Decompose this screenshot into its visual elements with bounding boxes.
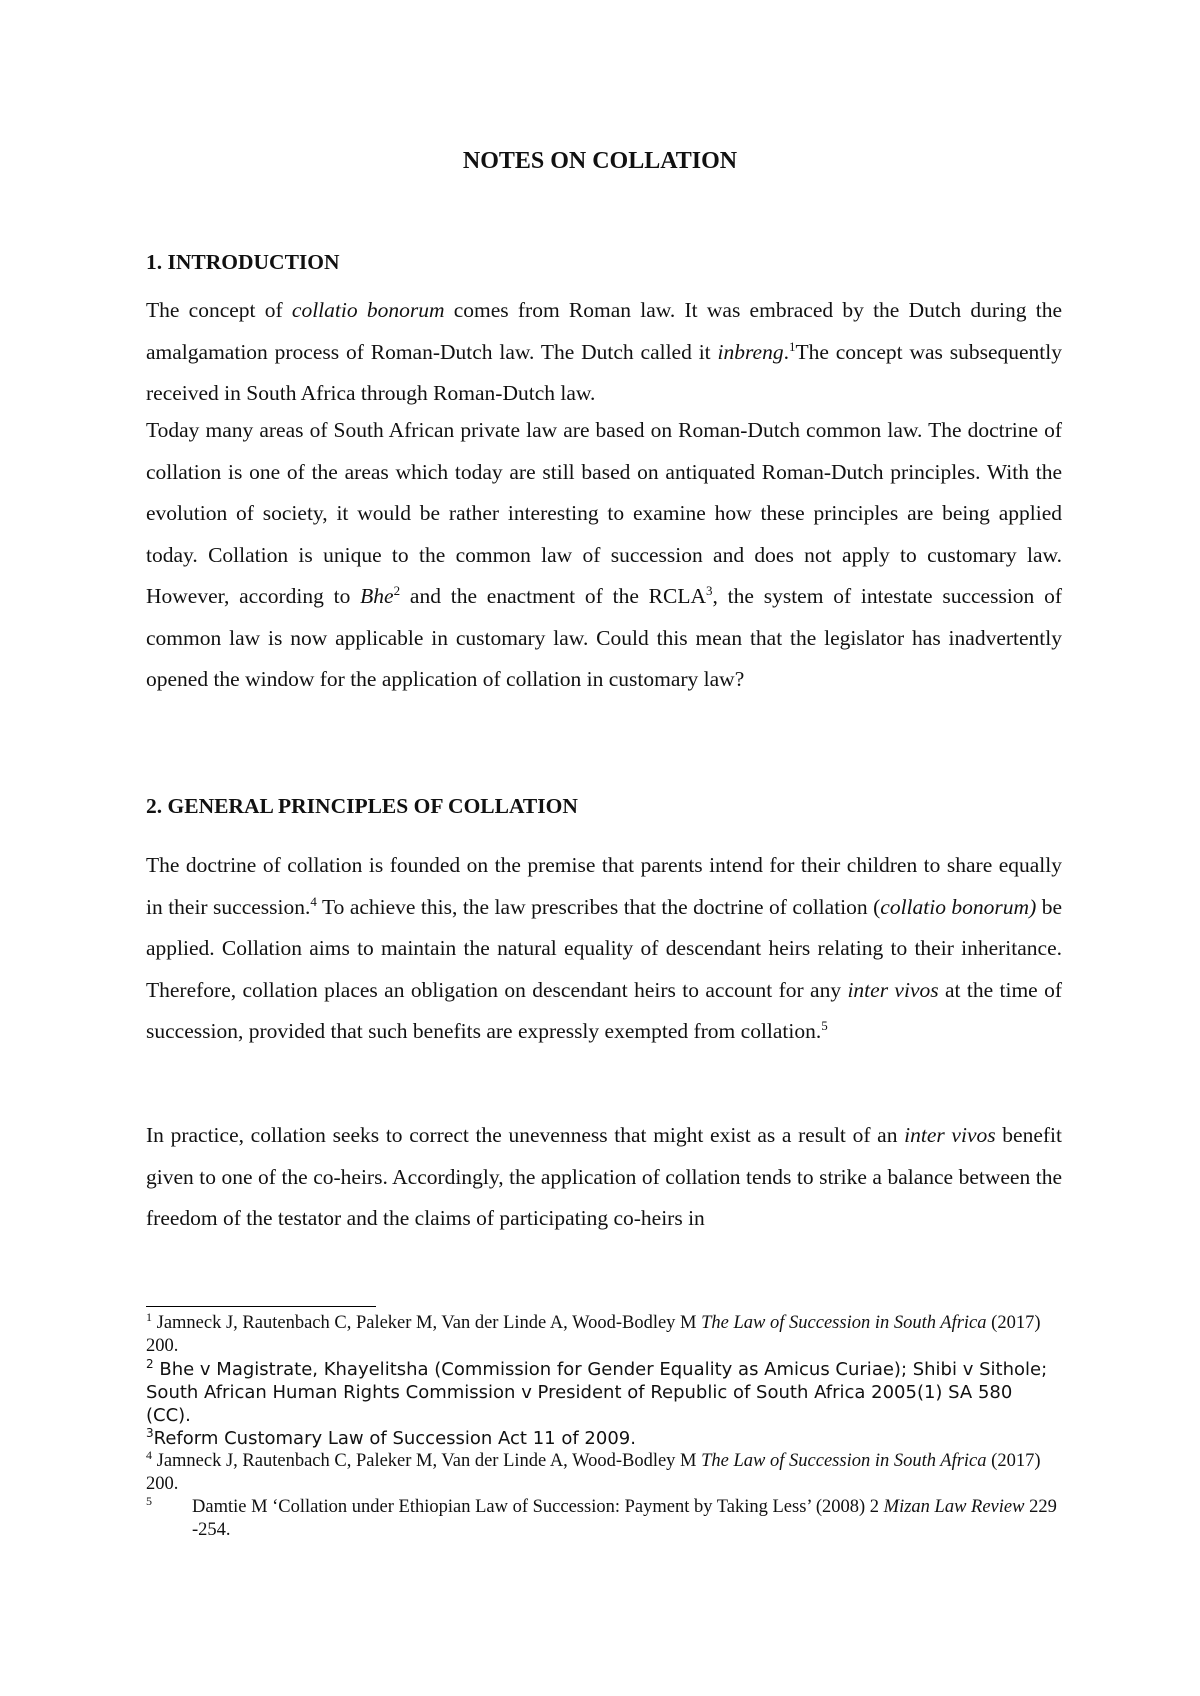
footnote-separator <box>146 1306 376 1307</box>
section-introduction <box>146 250 1062 275</box>
section-heading: 1. INTRODUCTION <box>146 250 340 274</box>
principles-paragraph-1: The doctrine of collation is founded on the premise that parents intend for their children to share equally in their succession.$^4$ To achieve this, the law prescribes that the doctrine of collation (collatio bonorum) be applied. Collation aims to maintain the natural equality of descendant heirs relating to their inheritance. Therefore, collation places an obligation on descendant heirs to account for any inter vivos at the time of succession, provided that such benefits are expressly exempted from collation.$^5$ <box>146 853 1063 1043</box>
footnote-2: $^2$ Bhe v Magistrate, Khayelitsha (Commission for Gender Equality as Amicus Curiae); Shibi v Sithole; South African Human Rights Commission v President of Republic of South Africa 2005(1) SA 580 (CC). <box>146 1357 1048 1426</box>
footnote-ref[interactable]: 4 <box>310 893 317 909</box>
footnote-3: $^3$Reform Customary Law of Succession Act 11 of 2009. <box>146 1426 636 1449</box>
footnote-ref[interactable]: 1 <box>788 338 796 354</box>
principles-paragraph-2: In practice, collation seeks to correct the unevenness that might exist as a result of an inter vivos benefit given to one of the co-heirs. Accordingly, the application of collation tends to strike a balance between the freedom of the testator and the claims of participating co-heirs in <box>146 1123 1062 1230</box>
page-title: NOTES ON COLLATION <box>462 148 738 174</box>
section-general-principles <box>146 794 1062 819</box>
footnote-1: $^1$ Jamneck J, Rautenbach C, Paleker M, Van der Linde A, Wood-Bodley M The Law of Succession in South Africa (2017) 200. <box>146 1309 1041 1356</box>
footnote-5: $^5$ Damtie M ‘Collation under Ethiopian Law of Succession: Payment by Taking Less’ (2008) 2 Mizan Law Review 229 -254. <box>146 1493 1057 1540</box>
footnotes <box>146 1309 1062 1542</box>
footnote-4: $^4$ Jamneck J, Rautenbach C, Paleker M, Van der Linde A, Wood-Bodley M The Law of Succession in South Africa (2017) 200. <box>146 1447 1041 1494</box>
intro-paragraph-2: Today many areas of South African private law are based on Roman-Dutch common law. The doctrine of collation is one of the areas which today are still based on antiquated Roman-Dutch principles. With the evolution of society, it would be rather interesting to examine how these principles are being applied today. Collation is unique to the common law of succession and does not apply to customary law. However, according to Bhe$^2$ and the enactment of the RCLA$^3$, the system of intestate succession of common law is now applicable in customary law. Could this mean that the legislator has inadvertently opened the window for the application of collation in customary law? <box>146 418 1062 691</box>
section-heading: 2. GENERAL PRINCIPLES OF COLLATION <box>146 794 578 818</box>
intro-paragraph-1: The concept of collatio bonorum comes from Roman law. It was embraced by the Dutch during the amalgamation process of Roman-Dutch law. The Dutch called it inbreng.$^1$The concept was subsequently received in South Africa through Roman-Dutch law. <box>146 298 1062 405</box>
footnote-ref[interactable]: 5 <box>821 1017 828 1033</box>
footnote-ref[interactable]: 3 <box>706 582 713 598</box>
footnote-ref[interactable]: 2 <box>393 582 401 598</box>
